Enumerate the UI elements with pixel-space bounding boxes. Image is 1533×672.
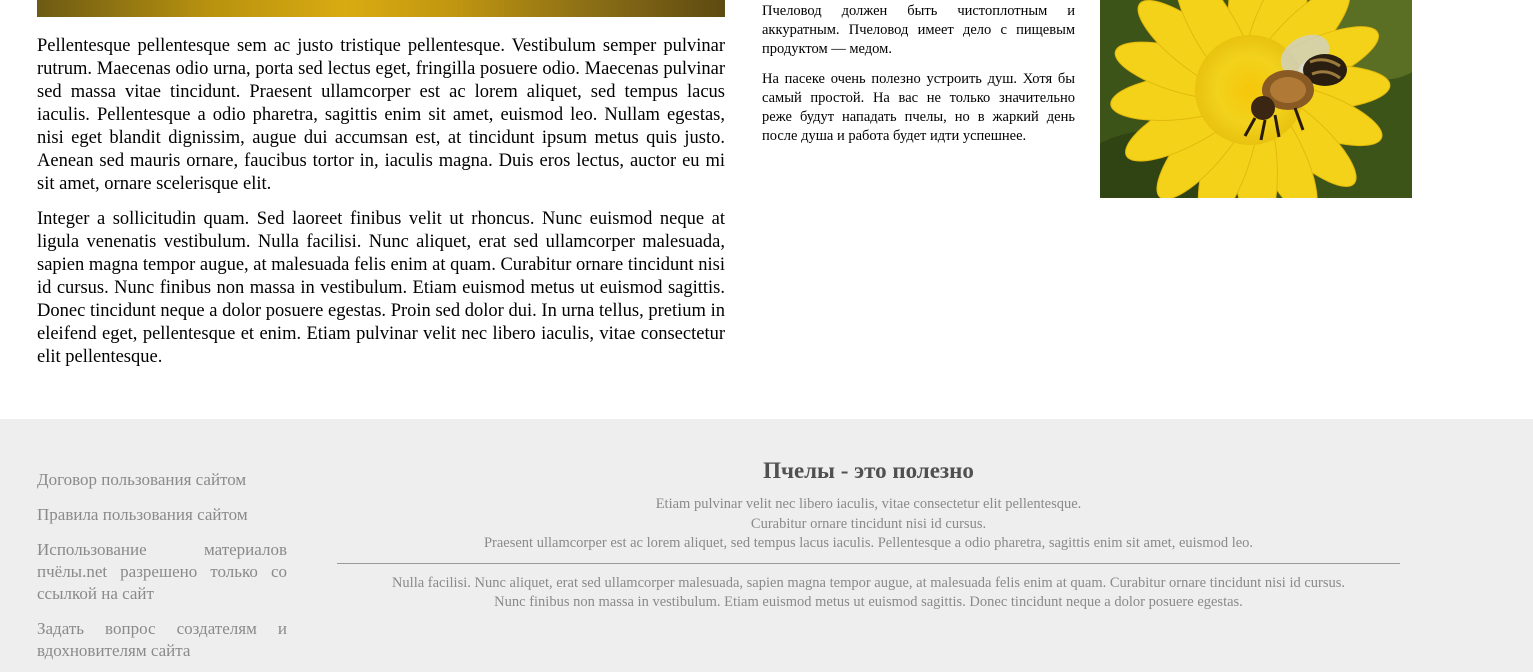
side-paragraph: Пчеловод должен быть чистоплотным и аккуратным. Пчеловод имеет дело с пищевым продуктом — медом. <box>762 3 1075 57</box>
footer-link-site-rules[interactable]: Правила пользования сайтом <box>37 505 248 524</box>
footer-text-top <box>337 495 1400 554</box>
footer-text-line: Praesent ullamcorper est ac lorem aliquet, sed tempus lacus iaculis. Pellentesque a odio pharetra, sagittis enim sit amet, euismod leo. <box>483 535 1254 551</box>
bee-on-dandelion-photo <box>1100 0 1412 198</box>
side-paragraph: На пасеке очень полезно устроить душ. Хотя бы самый простой. На вас не только значительно реже будут нападать пчелы, но в жаркий день после душа и работа будет идти успешнее. <box>762 71 1075 144</box>
footer-divider <box>337 563 1400 564</box>
footer-link-item <box>37 539 287 605</box>
footer-links <box>37 469 287 672</box>
footer-text-line: Etiam pulvinar velit nec libero iaculis, vitae consectetur elit pellentesque. <box>655 496 1082 512</box>
footer-link-item <box>37 618 287 662</box>
footer-link-ask-question[interactable]: Задать вопрос создателям и вдохновителям сайта <box>37 619 287 660</box>
footer-text-line: Nunc finibus non massa in vestibulum. Etiam euismod metus ut euismod sagittis. Donec tincidunt neque a dolor posuere egestas. <box>494 594 1243 610</box>
footer-text-bottom <box>337 574 1400 613</box>
footer-link-item <box>37 504 287 526</box>
article-paragraph: Integer a sollicitudin quam. Sed laoreet finibus velit ut rhoncus. Nunc euismod neque at ligula venenatis vestibulum. Nulla facilisi. Nunc aliquet, erat sed ullamcorper malesuada, sapien magna tempor augue, at malesuada felis enim at quam. Curabitur ornare tincidunt nisi id cursus. Nunc finibus non massa in vestibulum. Etiam euismod metus ut euismod sagittis. Donec tincidunt neque a dolor posuere egestas. Proin sed dolor dui. In urna tellus, pretium in eleifend eget, pellentesque et enim. Etiam pulvinar velit nec libero iaculis, vitae consectetur elit pellentesque. <box>37 209 725 367</box>
footer-text-line: Curabitur ornare tincidunt nisi id cursus. <box>750 515 987 532</box>
site-footer <box>0 419 1533 672</box>
footer-link-materials-usage[interactable]: Использование материалов пчёлы.net разрешено только со ссылкой на сайт <box>37 540 287 603</box>
footer-link-item <box>37 469 287 491</box>
footer-title: Пчелы - это полезно <box>763 458 974 483</box>
hero-image-strip <box>37 0 725 17</box>
article-paragraph: Pellentesque pellentesque sem ac justo tristique pellentesque. Vestibulum semper pulvinar rutrum. Maecenas odio urna, porta sed lectus eget, fringilla posuere odio. Maecenas pulvinar sed massa vitae tincidunt. Praesent ullamcorper est ac lorem aliquet, sed tempus lacus iaculis. Pellentesque a odio pharetra, sagittis enim sit amet, euismod leo. Nullam egestas, nisi eget blandit dignissim, augue dui accumsan est, at tincidunt ipsum metus quis justo. Aenean sed mauris ornare, faucibus tortor in, iaculis magna. Duis eros lectus, auctor eu mi sit amet, ornare scelerisque elit. <box>37 36 725 194</box>
footer-about <box>337 457 1400 613</box>
footer-link-user-agreement[interactable]: Договор пользования сайтом <box>37 470 247 489</box>
side-note <box>762 2 1075 157</box>
main-article <box>37 35 725 381</box>
footer-text-line: Nulla facilisi. Nunc aliquet, erat sed ullamcorper malesuada, sapien magna tempor augue, at malesuada felis enim at quam. Curabitur ornare tincidunt nisi id cursus. <box>391 574 1346 591</box>
bee-photo-illustration <box>1100 0 1412 198</box>
